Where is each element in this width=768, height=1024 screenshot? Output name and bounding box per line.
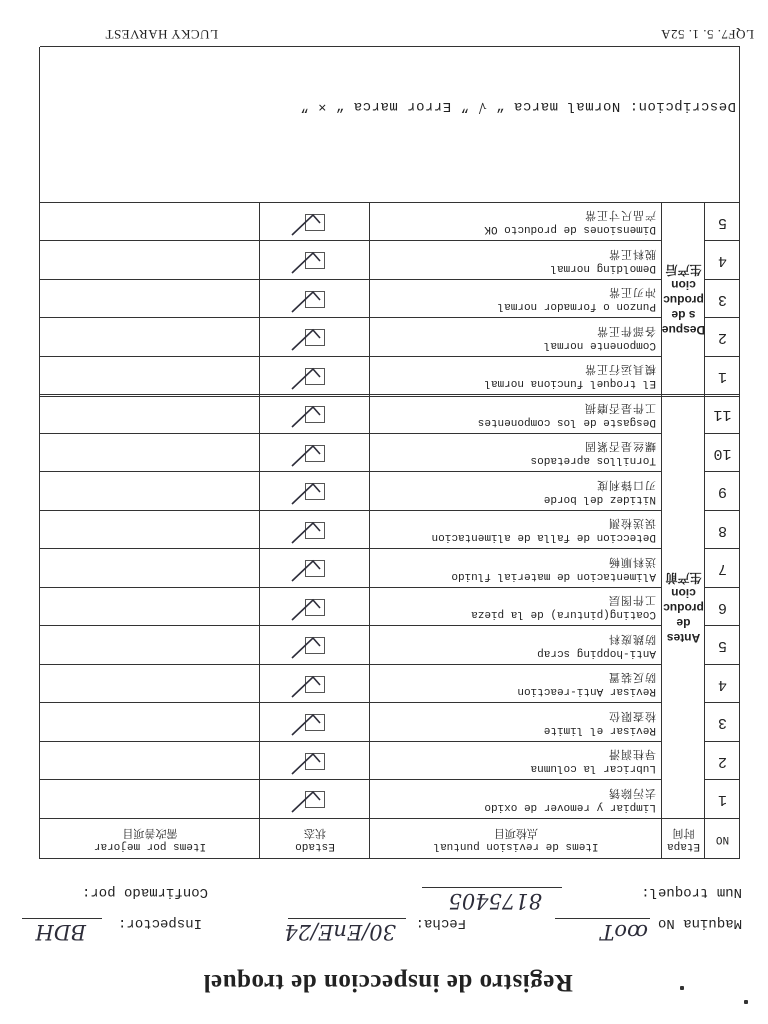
item-es: Desgaste de los componentes	[477, 415, 656, 428]
item-zh: 去污除锈	[608, 786, 656, 800]
item-es: Anti-hopping scrap	[537, 646, 656, 659]
improvement-cell[interactable]	[40, 319, 260, 358]
scan-dot	[680, 986, 684, 990]
check-mark-icon	[288, 284, 322, 314]
check-mark-icon	[288, 476, 322, 506]
row-number: 10	[713, 444, 732, 462]
improvement-cell[interactable]	[40, 280, 260, 319]
check-mark-icon	[288, 592, 322, 622]
item-zh: 防反装置	[608, 671, 656, 685]
inspector-label: Inspector:	[117, 915, 202, 931]
status-checkbox[interactable]	[305, 252, 325, 269]
row-number: 8	[718, 521, 728, 539]
header-improve: Items por mejorar 需改善项目	[93, 826, 207, 852]
check-item	[370, 396, 662, 435]
inspection-table	[40, 47, 740, 859]
item-es: El troquel funciona normal	[484, 377, 656, 390]
check-mark-icon	[288, 515, 322, 545]
machine-underline	[555, 918, 650, 919]
confirmed-label: Confirmado por:	[81, 884, 208, 900]
check-item-text	[531, 747, 656, 775]
check-mark-icon	[288, 669, 322, 699]
status-cell[interactable]	[260, 280, 370, 319]
status-checkbox[interactable]	[305, 599, 325, 616]
row-number: 1	[718, 367, 728, 385]
status-checkbox[interactable]	[305, 676, 325, 693]
item-es: Deteccion de falla de alimentacion	[431, 531, 656, 544]
check-item-text	[484, 208, 656, 236]
header-no: NO	[715, 833, 730, 845]
troquel-label: Num troquel:	[641, 884, 742, 900]
row-number: 9	[718, 483, 728, 501]
improvement-cell[interactable]	[40, 781, 260, 820]
check-item	[370, 781, 662, 820]
item-es: Lubricar la columna	[530, 762, 656, 775]
check-item	[370, 280, 662, 319]
row-number: 3	[718, 714, 728, 732]
row-number: 1	[718, 791, 728, 809]
description-legend: Descripcion: Normal marca “ √ ” Error marca “ × ”	[299, 98, 736, 114]
item-zh: 工件是否磨损	[584, 401, 656, 415]
check-item	[370, 203, 662, 242]
status-checkbox[interactable]	[305, 714, 325, 731]
check-item	[370, 242, 662, 281]
item-es: Revisar Anti-reaction	[517, 685, 656, 698]
check-mark-icon	[288, 553, 322, 583]
item-zh: 螺丝是否紧固	[584, 440, 656, 454]
item-es: Limpiar y remover de oxido	[484, 800, 656, 813]
row-number: 7	[718, 560, 728, 578]
check-mark-icon	[288, 245, 322, 275]
check-mark-icon	[288, 438, 322, 468]
row-number: 6	[718, 598, 728, 616]
stage-label: Despue s de produc cion 生产后	[661, 262, 706, 337]
status-cell[interactable]	[260, 781, 370, 820]
date-value: 30/EnE/24	[284, 920, 396, 944]
improvement-cell[interactable]	[40, 396, 260, 435]
check-item	[370, 704, 662, 743]
check-item-text	[471, 593, 656, 621]
status-checkbox[interactable]	[305, 560, 325, 577]
status-cell[interactable]	[260, 203, 370, 242]
item-es: Demolding normal	[550, 261, 656, 274]
header-items: Items de revision puntual 点检项目	[433, 826, 599, 852]
check-item-text	[531, 439, 656, 467]
check-item	[370, 357, 662, 396]
item-zh: 防跳废料	[608, 632, 656, 646]
item-es: Componente normal	[543, 338, 656, 351]
improvement-cell[interactable]	[40, 665, 260, 704]
status-cell[interactable]	[260, 704, 370, 743]
scan-dot	[744, 1000, 748, 1004]
item-es: Punzon o formador normal	[497, 300, 656, 313]
check-item-text	[537, 632, 656, 660]
status-checkbox[interactable]	[305, 445, 325, 462]
row-number: 5	[718, 637, 728, 655]
item-zh: 脱料正常	[608, 247, 656, 261]
status-checkbox[interactable]	[305, 368, 325, 385]
row-number: 5	[718, 213, 728, 231]
status-checkbox[interactable]	[305, 522, 325, 539]
check-item-text	[432, 516, 656, 544]
status-checkbox[interactable]	[305, 753, 325, 770]
status-cell[interactable]	[260, 434, 370, 473]
improvement-cell[interactable]	[40, 742, 260, 781]
item-zh: 导柱润滑	[608, 748, 656, 762]
row-number: 11	[713, 406, 732, 424]
check-item	[370, 511, 662, 550]
improvement-cell[interactable]	[40, 511, 260, 550]
header-status: Estado 状态	[295, 826, 335, 852]
improvement-cell[interactable]	[40, 627, 260, 666]
status-cell[interactable]	[260, 742, 370, 781]
check-item-text	[484, 362, 656, 390]
item-zh: 冲刃正常	[608, 286, 656, 300]
machine-label: Maquina No	[657, 915, 742, 931]
status-checkbox[interactable]	[305, 406, 325, 423]
status-cell[interactable]	[260, 242, 370, 281]
item-es: Revisar el limite	[543, 723, 656, 736]
row-number: 4	[718, 252, 728, 270]
status-cell[interactable]	[260, 665, 370, 704]
status-checkbox[interactable]	[305, 329, 325, 346]
inspector-underline	[22, 918, 102, 919]
item-zh: 检查限位	[608, 709, 656, 723]
check-item-text	[544, 478, 656, 506]
date-underline	[288, 918, 406, 919]
check-mark-icon	[288, 630, 322, 660]
item-es: Alimentacion de material fluido	[451, 569, 656, 582]
check-item-text	[484, 786, 656, 814]
check-mark-icon	[288, 707, 322, 737]
item-es: Dimensiones de producto OK	[484, 223, 656, 236]
check-item-text	[478, 401, 656, 429]
check-mark-icon	[288, 361, 322, 391]
item-zh: 工件图层	[608, 594, 656, 608]
check-item	[370, 665, 662, 704]
improvement-cell[interactable]	[40, 588, 260, 627]
status-cell[interactable]	[260, 627, 370, 666]
check-item	[370, 550, 662, 589]
inspector-value: BDH	[35, 920, 86, 944]
machine-value: ꝏoT	[600, 920, 648, 944]
item-zh: 误送检测	[608, 517, 656, 531]
status-cell[interactable]	[260, 473, 370, 512]
row-number: 3	[718, 290, 728, 308]
table-border-bottom	[40, 46, 740, 47]
item-es: Coating(pintura) de la pieza	[471, 608, 656, 621]
improvement-cell[interactable]	[40, 473, 260, 512]
check-item	[370, 473, 662, 512]
improvement-cell[interactable]	[40, 242, 260, 281]
item-es: Tornillos apretados	[530, 454, 656, 467]
troquel-value: 8175405	[448, 889, 542, 913]
status-checkbox[interactable]	[305, 214, 325, 231]
check-mark-icon	[288, 784, 322, 814]
item-es: Nitidez del borde	[543, 492, 656, 505]
status-checkbox[interactable]	[305, 637, 325, 654]
item-zh: 产品尺寸正常	[584, 209, 656, 223]
check-item-text	[544, 324, 656, 352]
stage-label: Antes de produc cion 生产前	[663, 570, 704, 645]
item-zh: 各部件正常	[596, 324, 656, 338]
status-cell[interactable]	[260, 550, 370, 589]
status-cell[interactable]	[260, 511, 370, 550]
check-mark-icon	[288, 399, 322, 429]
item-zh: 送料顺畅	[608, 555, 656, 569]
improvement-cell[interactable]	[40, 550, 260, 589]
item-zh: 模具运行正常	[584, 363, 656, 377]
improvement-cell[interactable]	[40, 203, 260, 242]
status-cell[interactable]	[260, 319, 370, 358]
improvement-cell[interactable]	[40, 434, 260, 473]
status-cell[interactable]	[260, 588, 370, 627]
check-item	[370, 742, 662, 781]
status-checkbox[interactable]	[305, 791, 325, 808]
check-mark-icon	[288, 322, 322, 352]
status-checkbox[interactable]	[305, 483, 325, 500]
item-zh: 刃口锋利度	[596, 478, 656, 492]
check-mark-icon	[288, 746, 322, 776]
status-cell[interactable]	[260, 357, 370, 396]
check-item-text	[498, 285, 656, 313]
row-number: 2	[718, 752, 728, 770]
row-number: 2	[718, 329, 728, 347]
form-code: LQF7. 5. 1. 52A	[660, 27, 754, 42]
check-item-text	[451, 555, 656, 583]
row-number: 4	[718, 675, 728, 693]
status-checkbox[interactable]	[305, 291, 325, 308]
improvement-cell[interactable]	[40, 357, 260, 396]
troquel-underline	[422, 887, 562, 888]
check-item-text	[550, 247, 656, 275]
check-item	[370, 627, 662, 666]
check-item	[370, 319, 662, 358]
form-title: Registro de inspeccion de troquel	[203, 969, 573, 996]
check-item-text	[517, 670, 656, 698]
status-cell[interactable]	[260, 396, 370, 435]
header-stage: Etapa 时间	[667, 826, 701, 852]
check-mark-icon	[288, 207, 322, 237]
check-item	[370, 588, 662, 627]
improvement-cell[interactable]	[40, 704, 260, 743]
check-item-text	[544, 709, 656, 737]
date-label: Fecha:	[415, 915, 466, 931]
check-item	[370, 434, 662, 473]
company-name: LUCKY HARVEST	[105, 27, 218, 42]
